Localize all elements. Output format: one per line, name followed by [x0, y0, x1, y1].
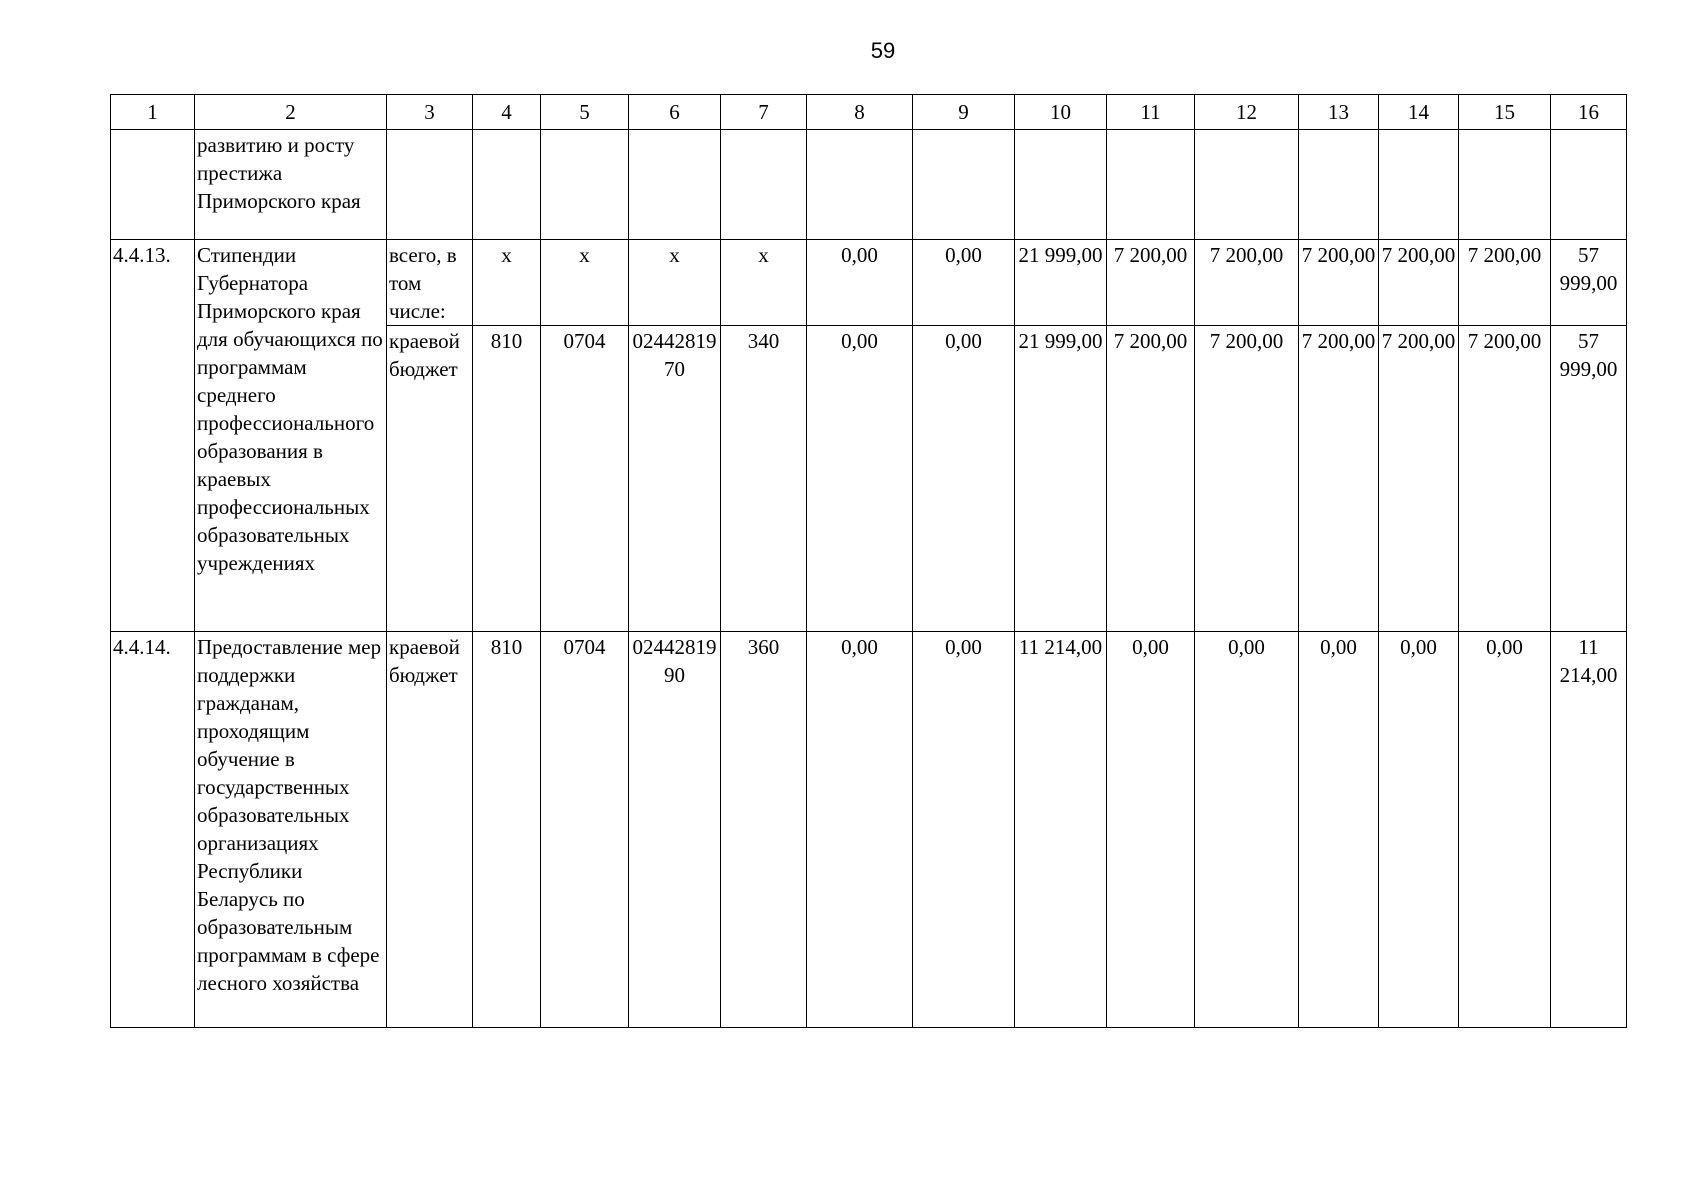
col-header-16: 16	[1551, 95, 1627, 130]
col-header-2: 2	[195, 95, 387, 130]
col-header-10: 10	[1015, 95, 1107, 130]
table-row-4-4-14	[111, 632, 1627, 1028]
col-header-3: 3	[387, 95, 473, 130]
funding-source-cell: краевой бюджет	[387, 326, 473, 632]
col-header-9: 9	[913, 95, 1015, 130]
cell-c11: 7 200,00	[1107, 240, 1195, 326]
cell-c16: 57 999,00	[1551, 326, 1627, 632]
cell-c6: 0244281990	[629, 632, 721, 1028]
cell	[111, 130, 195, 240]
col-header-1: 1	[111, 95, 195, 130]
cell-c5: 0704	[541, 632, 629, 1028]
cell-c9: 0,00	[913, 632, 1015, 1028]
cell-c9: 0,00	[913, 326, 1015, 632]
cell	[1195, 130, 1299, 240]
cell-c16: 57 999,00	[1551, 240, 1627, 326]
col-header-4: 4	[473, 95, 541, 130]
cell-c7: 340	[721, 326, 807, 632]
item-name-cell: Предоставление мер поддержки гражданам, проходящим обучение в государственных образовательных организациях Республики Беларусь по образовательным программам в сфере лесного хозяйства	[195, 632, 387, 1028]
cell-c11: 0,00	[1107, 632, 1195, 1028]
cell-c12: 7 200,00	[1195, 326, 1299, 632]
item-number-cell: 4.4.14.	[111, 632, 195, 1028]
cell-c14: 7 200,00	[1379, 240, 1459, 326]
item-number-cell: 4.4.13.	[111, 240, 195, 632]
page-number: 59	[870, 38, 896, 63]
cell-c8: 0,00	[807, 240, 913, 326]
col-header-7: 7	[721, 95, 807, 130]
cell-c9: 0,00	[913, 240, 1015, 326]
cell-c6: х	[629, 240, 721, 326]
cell	[721, 130, 807, 240]
cell	[473, 130, 541, 240]
cell-c15: 0,00	[1459, 632, 1551, 1028]
col-header-8: 8	[807, 95, 913, 130]
col-header-15: 15	[1459, 95, 1551, 130]
funding-source-cell: всего, в том числе:	[387, 240, 473, 326]
cell-c10: 21 999,00	[1015, 326, 1107, 632]
cell-c5: 0704	[541, 326, 629, 632]
cell	[1015, 130, 1107, 240]
cell-c7: 360	[721, 632, 807, 1028]
col-header-14: 14	[1379, 95, 1459, 130]
cell-c4: 810	[473, 632, 541, 1028]
cell	[1299, 130, 1379, 240]
item-name-cell: Стипендии Губернатора Приморского края для обучающихся по программам среднего профессионального образования в краевых профессиональных образовательных учреждениях	[195, 240, 387, 632]
cell	[913, 130, 1015, 240]
cell	[1379, 130, 1459, 240]
cell	[387, 130, 473, 240]
col-header-6: 6	[629, 95, 721, 130]
col-header-13: 13	[1299, 95, 1379, 130]
cell-c5: х	[541, 240, 629, 326]
cell	[1459, 130, 1551, 240]
cell-c6: 0244281970	[629, 326, 721, 632]
cell	[807, 130, 913, 240]
cell-c10: 21 999,00	[1015, 240, 1107, 326]
cell-c13: 0,00	[1299, 632, 1379, 1028]
item-name-cell: развитию и росту престижа Приморского края	[195, 130, 387, 240]
cell-c11: 7 200,00	[1107, 326, 1195, 632]
cell-c8: 0,00	[807, 632, 913, 1028]
table-row-4-4-13-total	[111, 240, 1627, 326]
cell-c15: 7 200,00	[1459, 240, 1551, 326]
cell-c16: 11 214,00	[1551, 632, 1627, 1028]
cell-c8: 0,00	[807, 326, 913, 632]
cell-c12: 7 200,00	[1195, 240, 1299, 326]
cell-c7: х	[721, 240, 807, 326]
cell-c13: 7 200,00	[1299, 326, 1379, 632]
cell	[629, 130, 721, 240]
table-row-continuation	[111, 130, 1627, 240]
header-row	[111, 95, 1627, 130]
col-header-5: 5	[541, 95, 629, 130]
funding-source-cell: краевой бюджет	[387, 632, 473, 1028]
budget-table	[110, 94, 1627, 1028]
cell-c10: 11 214,00	[1015, 632, 1107, 1028]
cell-c13: 7 200,00	[1299, 240, 1379, 326]
cell-c12: 0,00	[1195, 632, 1299, 1028]
cell-c4: х	[473, 240, 541, 326]
cell-c4: 810	[473, 326, 541, 632]
col-header-11: 11	[1107, 95, 1195, 130]
cell	[1551, 130, 1627, 240]
cell	[1107, 130, 1195, 240]
col-header-12: 12	[1195, 95, 1299, 130]
cell-c15: 7 200,00	[1459, 326, 1551, 632]
cell	[541, 130, 629, 240]
cell-c14: 0,00	[1379, 632, 1459, 1028]
cell-c14: 7 200,00	[1379, 326, 1459, 632]
